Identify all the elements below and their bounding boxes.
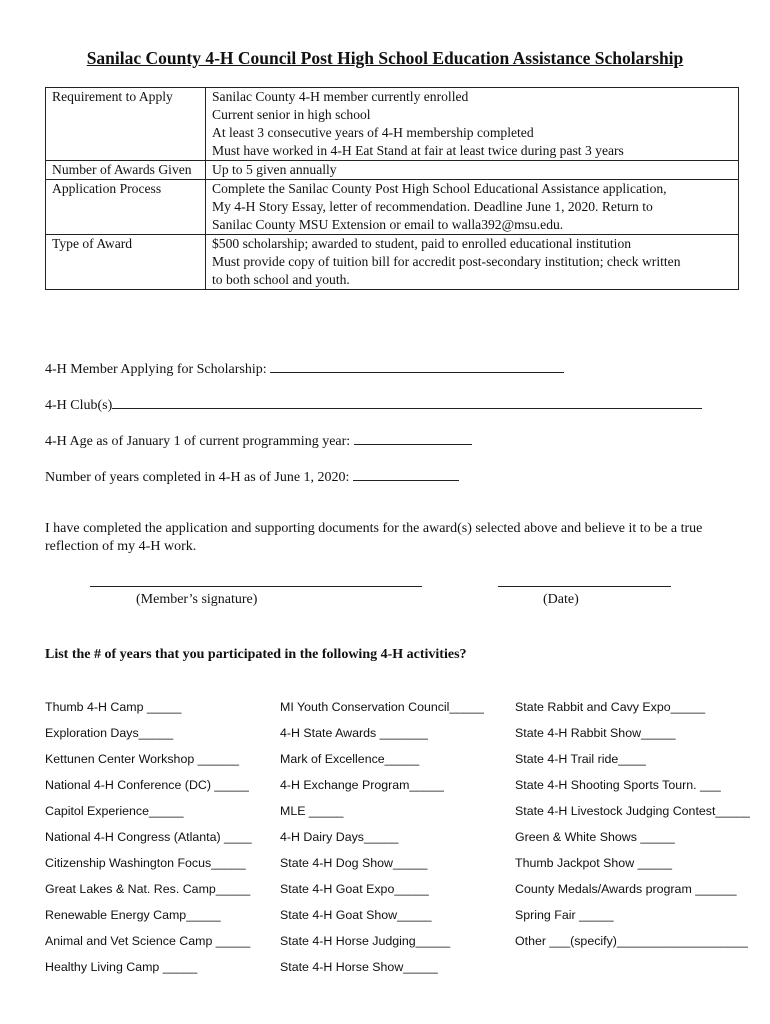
row-value [206,88,739,161]
activity-item[interactable]: Other ___(specify)___________________ [515,934,748,948]
years-field [45,468,459,486]
activity-item[interactable]: State 4-H Horse Show_____ [280,960,438,974]
activity-item[interactable]: State 4-H Livestock Judging Contest_____ [515,804,750,818]
member-signature-label: (Member’s signature) [136,592,258,607]
value-line: At least 3 consecutive years of 4-H membership completed [212,125,534,140]
activity-item[interactable]: Great Lakes & Nat. Res. Camp_____ [45,882,251,896]
value-line: Complete the Sanilac County Post High School Educational Assistance application, [212,181,667,196]
row-value [206,235,739,290]
activity-item[interactable]: National 4-H Congress (Atlanta) ____ [45,830,252,844]
member-name-blank[interactable] [270,360,564,373]
value-line: Sanilac County 4-H member currently enrolled [212,89,469,104]
activity-item[interactable]: State 4-H Rabbit Show_____ [515,726,676,740]
table-row [46,235,739,290]
clubs-blank[interactable] [112,396,702,409]
activity-item[interactable]: Healthy Living Camp _____ [45,960,198,974]
activity-item[interactable]: State 4-H Trail ride____ [515,752,646,766]
age-blank[interactable] [354,432,472,445]
member-name-label: 4-H Member Applying for Scholarship: [45,362,267,377]
value-line: $500 scholarship; awarded to student, paid to enrolled educational institution [212,236,632,251]
certification-statement: I have completed the application and supporting documents for the award(s) selected above and believe it to be a true reflection of my 4-H work. [45,521,703,554]
activity-item[interactable]: 4-H Dairy Days_____ [280,830,399,844]
activity-item[interactable]: 4-H Exchange Program_____ [280,778,444,792]
table-row [46,180,739,235]
activity-item[interactable]: Exploration Days_____ [45,726,174,740]
years-blank[interactable] [353,468,459,481]
activity-item[interactable]: Capitol Experience_____ [45,804,184,818]
member-name-field [45,360,564,378]
page-title: Sanilac County 4-H Council Post High School Education Assistance Scholarship [86,48,684,68]
value-line: Up to 5 given annually [212,162,337,177]
activity-item[interactable]: County Medals/Awards program ______ [515,882,737,896]
row-label: Number of Awards Given [46,161,206,180]
clubs-field [45,396,702,414]
activity-item[interactable]: State 4-H Horse Judging_____ [280,934,451,948]
activity-item[interactable]: MLE _____ [280,804,344,818]
activity-item[interactable]: Mark of Excellence_____ [280,752,420,766]
row-label: Type of Award [46,235,206,290]
age-label: 4-H Age as of January 1 of current programming year: [45,434,351,449]
date-line[interactable] [498,585,671,587]
value-line: Must provide copy of tuition bill for accredit post-secondary institution; check written [212,254,681,269]
activity-item[interactable]: State 4-H Goat Expo_____ [280,882,429,896]
value-line: to both school and youth. [212,272,350,287]
activity-item[interactable]: State Rabbit and Cavy Expo_____ [515,700,706,714]
row-value [206,161,739,180]
activity-item[interactable]: Thumb 4-H Camp _____ [45,700,182,714]
years-label: Number of years completed in 4-H as of June 1, 2020: [45,470,350,485]
row-label: Application Process [46,180,206,235]
activity-item[interactable]: 4-H State Awards _______ [280,726,428,740]
activities-heading: List the # of years that you participated in the following 4-H activities? [45,647,467,662]
activity-item[interactable]: Spring Fair _____ [515,908,614,922]
age-field [45,432,472,450]
activity-item[interactable]: Animal and Vet Science Camp _____ [45,934,251,948]
requirements-table [45,87,739,290]
activity-item[interactable]: Kettunen Center Workshop ______ [45,752,240,766]
activity-item[interactable]: Green & White Shows _____ [515,830,675,844]
table-row [46,161,739,180]
value-line: Current senior in high school [212,107,371,122]
row-label: Requirement to Apply [46,88,206,161]
activities-column-2 [280,698,484,984]
date-label: (Date) [543,592,579,607]
clubs-label: 4-H Club(s) [45,398,113,413]
value-line: Must have worked in 4-H Eat Stand at fair at least twice during past 3 years [212,143,624,158]
value-line: Sanilac County MSU Extension or email to walla392@msu.edu. [212,217,564,232]
activity-item[interactable]: Citizenship Washington Focus_____ [45,856,246,870]
activities-column-1 [45,698,252,984]
activity-item[interactable]: Renewable Energy Camp_____ [45,908,221,922]
value-line: My 4-H Story Essay, letter of recommendation. Deadline June 1, 2020. Return to [212,199,653,214]
member-signature-line[interactable] [90,585,422,587]
row-value [206,180,739,235]
activity-item[interactable]: State 4-H Shooting Sports Tourn. ___ [515,778,721,792]
activity-item[interactable]: MI Youth Conservation Council_____ [280,700,484,714]
activity-item[interactable]: Thumb Jackpot Show _____ [515,856,673,870]
activity-item[interactable]: State 4-H Dog Show_____ [280,856,428,870]
table-row [46,88,739,161]
activities-column-3 [515,698,750,958]
activity-item[interactable]: National 4-H Conference (DC) _____ [45,778,249,792]
activity-item[interactable]: State 4-H Goat Show_____ [280,908,432,922]
